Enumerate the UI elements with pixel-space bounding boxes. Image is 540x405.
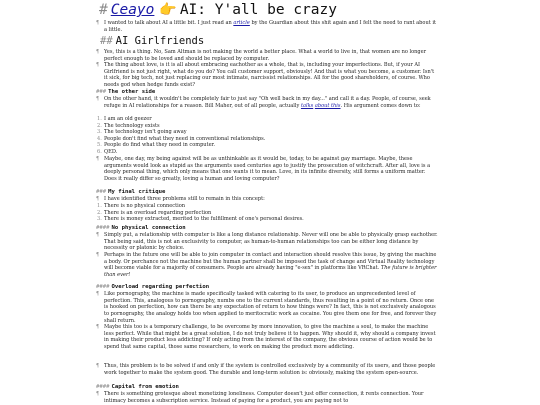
paragraph: ¶ Maybe, one day, my being against will be as unthinkable as it would be, today, to be against gay marriage. Maybe, these arguments would look as stupid as the arguments used centuries ago to justify the prosecution of witchcraft. After all, love is a deeply personal thing, which only means that one wants it to mean. Love, in its infinite diversity, still forms a uniform matter. Does it really differ so greatly, loving a human and loving computer? xyxy=(96,156,431,182)
pilcrow-icon: ¶ xyxy=(96,232,100,238)
paragraph: ¶ Maybe this too is a temporary challenge, to be overcome by more innovation, to give the machine a soul, to make the machine less perfect. While that might be a great solution, I do not truly believe it to happen. Why should it, why should a company invest in making their product less addicting? If only acting from the interest of the company, the obvious course of action would be to spend that same capital, those same researchers, to work on making the product more addicting. xyxy=(96,324,436,350)
list-item: 2. The technology exists xyxy=(97,122,160,129)
heading-ai-girlfriends: ## AI Girlfriends xyxy=(100,35,205,47)
pilcrow-icon: ¶ xyxy=(96,196,100,202)
pilcrow-icon: ¶ xyxy=(96,62,100,68)
heading-marker: # xyxy=(99,2,108,18)
heading-final-critique: ### My final critique xyxy=(96,189,166,195)
paragraph: ¶ There is something grotesque about monetizing loneliness. Computer doesn't just offer connection, it rents connection. Your intimacy becomes a subscription service. Instead of paying for a product, you are paying not to xyxy=(96,391,424,404)
list-item: 1. I am an old geezer xyxy=(97,116,152,122)
author-link[interactable]: Ceayo xyxy=(110,2,155,18)
list-item: 6. QED. xyxy=(97,148,118,155)
title-text: AI: Y'all be crazy xyxy=(179,2,337,18)
paragraph: ¶ The thing about love, is it is all about embracing eachother as a whole, that is, including your imperfections. But, if your AI Girlfriend is not just right, what do you do? You call customer support, obviously! And that is what you become, a customer. Isn't it sick, for big tech, not just replacing our most intimate, narcissist relationships. All for the good shareholders, of course. Who needs god when hedge funds exist? xyxy=(96,62,435,88)
pilcrow-icon: ¶ xyxy=(96,156,100,162)
paragraph: ¶ Thus, this problem is to be solved if and only if the system is controlled exclusively by a community of its users, and those people work together to make the system good. The durable and long-term solution is: obviously, making the system open-source. xyxy=(96,363,436,376)
pilcrow-icon: ¶ xyxy=(96,252,100,258)
heading-capital-from-emotion: #### Capital from emotion xyxy=(96,384,179,390)
pointing-hand-icon: 👉 xyxy=(159,2,177,18)
list-item: 2. There is an overload regarding perfection xyxy=(97,209,212,216)
paragraph: ¶ Yes, this is a thing. No, Sam Altman is not making the world a better place. What a world to live in, that women are no longer perfect enough to be loved and should be replaced by computer. xyxy=(96,49,427,62)
article-link[interactable]: article xyxy=(233,20,250,26)
pilcrow-icon: ¶ xyxy=(96,49,100,55)
page-title xyxy=(99,0,337,20)
pilcrow-icon: ¶ xyxy=(96,324,100,330)
paragraph: ¶ Simply put, a relationship with computer is like a long distance relationship. Never will one be able to physically grasp eachother. That being said, this is not an exclusivity to computer, as human-to-human relationships too can be either long distance by necessity or platonic by choice. xyxy=(96,232,438,252)
list-item: 1. There is no physical connection xyxy=(97,203,186,209)
heading-overload-perfection: #### Overload regarding perfection xyxy=(96,284,210,290)
paragraph: ¶ Like pornography, the machine is made specifically tasked with catering to its user, to produce an unprecedented level of perfection. This, analogous to pornography, numbs one to the current standards, thus resulting in a point of no return. Once one is hooked on perfection, how can there be any expectation of return to how things were? In fact, this is not exclusively analogous to pornography, the analogy holds too when applied to meritocratic work as cocaine. You give them one for free, and forever they shall return. xyxy=(96,291,437,324)
pilcrow-icon: ¶ xyxy=(96,363,100,369)
intro-paragraph: ¶ I wanted to talk about AI a little bit. I just read an article by the Guardian about this shit again and I felt the need to rant about it a little. xyxy=(96,20,436,33)
list-item: 4. People don't find what they need in conventional relationships. xyxy=(97,135,266,142)
list-item: 5. People do find what they need in computer. xyxy=(97,142,216,148)
talks-link[interactable]: talks xyxy=(300,102,314,109)
heading-no-physical-connection: #### No physical connection xyxy=(96,225,186,231)
pilcrow-icon: ¶ xyxy=(96,96,100,102)
pilcrow-icon: ¶ xyxy=(96,291,100,297)
paragraph: ¶ I have identified three problems still to remain in this concept: xyxy=(96,196,265,202)
pilcrow-icon: ¶ xyxy=(96,20,100,26)
paragraph: ¶ On the other hand, it wouldn't be completely fair to just say "Oh well back in my day..." and call it a day. People, of course, seek refuge in AI relationships for a reason. Bill Maher, out of all people, actually talks about this. His argument comes down to: xyxy=(96,96,431,109)
list-item: 3. The technology isn't going away xyxy=(97,129,187,135)
about-this-link[interactable]: about this xyxy=(314,102,341,109)
list-item: 3. There is money extracted, merited to the fulfillment of one's personal desires. xyxy=(97,216,304,222)
pilcrow-icon: ¶ xyxy=(96,391,100,397)
heading-other-side: ### The other side xyxy=(96,89,156,95)
paragraph: ¶ Perhaps in the future one will be able to join computer in contact and interaction should resolve this issue, by giving the machine a body. Or perchance not the machine but the human partner shall be imposed the task of change and Virtual Reality technology will become viable for a majority of consumers. People are already having "e-sex" in platforms like VRChat. The future is brighter than ever! xyxy=(96,252,437,278)
